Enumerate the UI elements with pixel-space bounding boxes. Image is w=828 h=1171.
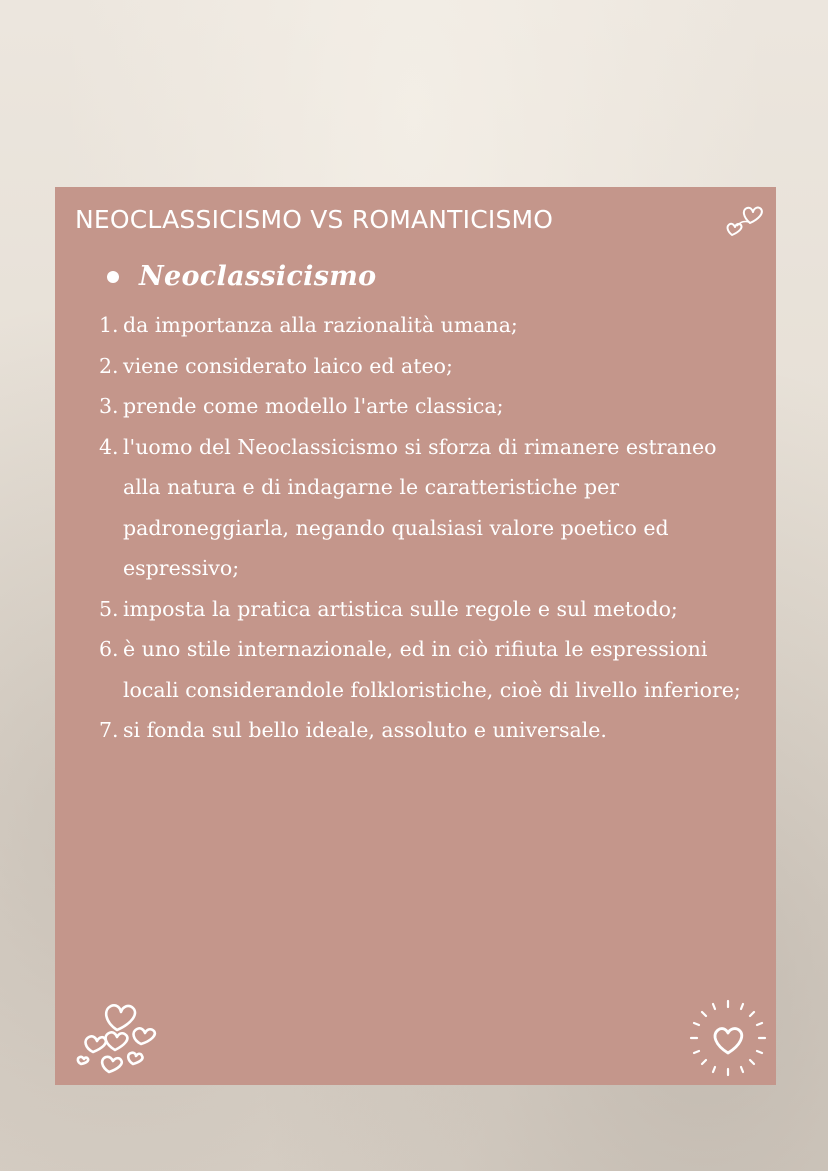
list-item-number: 1. bbox=[99, 313, 119, 337]
hearts-doodle-icon bbox=[71, 992, 167, 1078]
list-item-text: l'uomo del Neoclassicismo si sforza di rimanere estraneo alla natura e di indagarne le caratteristiche per padroneggiarla, negando qualsiasi valore poetico ed espressivo; bbox=[123, 434, 717, 580]
page-title: NEOCLASSICISMO VS ROMANTICISMO bbox=[75, 205, 554, 234]
list-item-number: 5. bbox=[99, 596, 119, 621]
list-item-text: viene considerato laico ed ateo; bbox=[123, 353, 453, 378]
list-item-text: si fonda sul bello ideale, assoluto e universale. bbox=[123, 718, 607, 742]
list-item-text: imposta la pratica artistica sulle regole e sul metodo; bbox=[123, 596, 678, 621]
hearts-cluster-icon bbox=[723, 199, 767, 243]
list-item-number: 6. bbox=[99, 637, 119, 661]
list-item-text: è uno stile internazionale, ed in ciò rifiuta le espressioni locali considerandole folkloristiche, cioè di livello inferiore; bbox=[123, 637, 741, 702]
sunburst-heart-icon bbox=[685, 995, 771, 1081]
list-item bbox=[55, 427, 776, 589]
list-item bbox=[55, 386, 776, 427]
list-item bbox=[55, 589, 776, 630]
content-card bbox=[55, 187, 776, 1085]
list-item-number: 4. bbox=[99, 434, 119, 459]
list-item bbox=[55, 710, 776, 751]
section-heading-text: Neoclassicismo bbox=[139, 261, 377, 292]
list-item bbox=[55, 346, 776, 387]
bullet-dot bbox=[107, 271, 119, 283]
list-item-text: da importanza alla razionalità umana; bbox=[123, 313, 518, 337]
list-item bbox=[55, 629, 776, 710]
list-item bbox=[55, 305, 776, 346]
section-heading bbox=[107, 261, 376, 292]
list-item-number: 3. bbox=[99, 394, 119, 418]
list-item-number: 2. bbox=[99, 353, 119, 378]
list-item-text: prende come modello l'arte classica; bbox=[123, 394, 504, 418]
list-item-number: 7. bbox=[99, 718, 119, 742]
numbered-list bbox=[55, 305, 776, 751]
